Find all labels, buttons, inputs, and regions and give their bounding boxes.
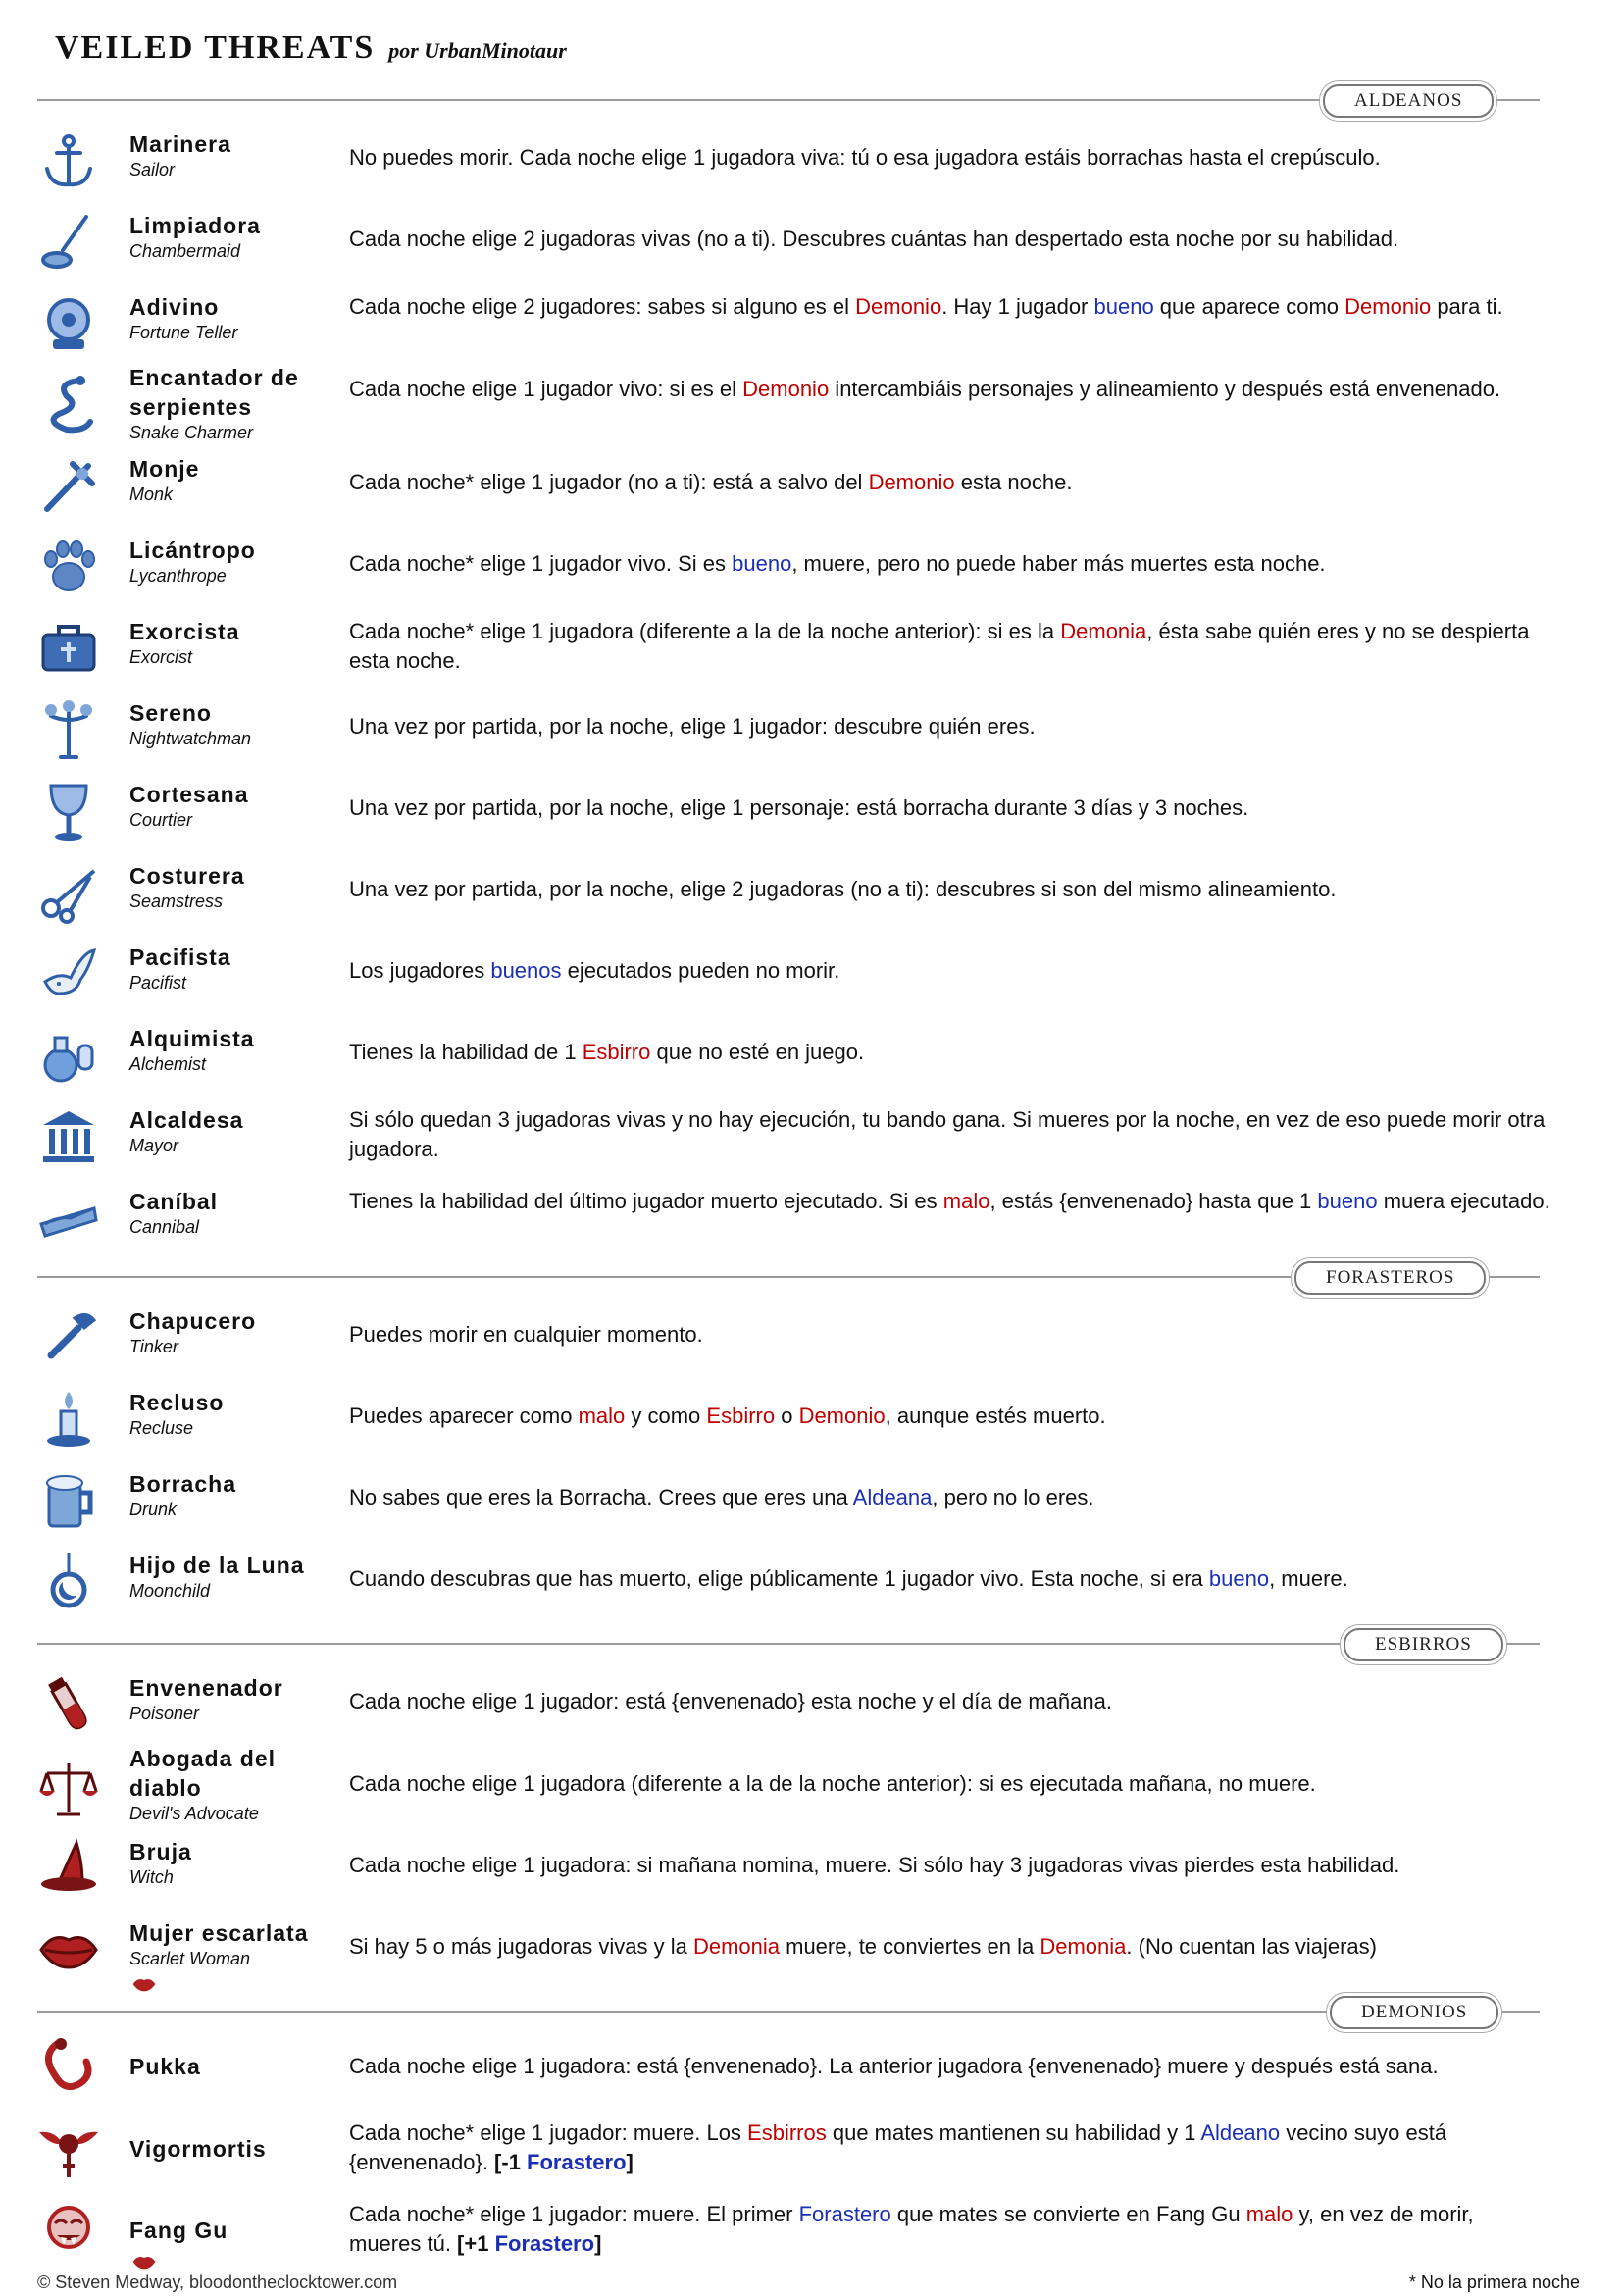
role-ability: Cada noche elige 1 jugadora: está {envenenado}. La anterior jugadora {envenenado} muere y después está sana.: [349, 2054, 1439, 2078]
role-ability: Una vez por partida, por la noche, elige 1 personaje: está borracha durante 3 días y 3 noches.: [349, 795, 1249, 820]
role-ability: Cada noche elige 1 jugador: está {envenenado} esta noche y el día de mañana.: [349, 1689, 1112, 1713]
role-names: [129, 1837, 316, 1888]
setup-modifier: [+1 Forastero]: [457, 2231, 602, 2256]
role-ability: Cada noche elige 1 jugadora (diferente a la de la noche anterior): si es ejecutada mañana, no muere.: [349, 1771, 1316, 1796]
section-tag-demons: DEMONIOS: [1330, 1996, 1498, 2029]
crystal-ball-icon: [37, 292, 100, 355]
role-names: [129, 780, 316, 831]
section-tag-townsfolk: ALDEANOS: [1323, 84, 1494, 118]
role-names: [129, 363, 316, 443]
role-names: [129, 861, 316, 912]
moon-pendant-icon: [37, 1551, 100, 1613]
keyword-demon: Demonio: [855, 294, 942, 319]
setup-modifier: [-1 Forastero]: [494, 2150, 634, 2174]
role-name: Envenenador: [129, 1675, 283, 1701]
role-names: [129, 292, 316, 343]
role-name: Caníbal: [129, 1189, 219, 1214]
role-name-english: Snake Charmer: [129, 423, 254, 442]
keyword-good: bueno: [1317, 1189, 1378, 1213]
footer-copyright: © Steven Medway, bloodontheclocktower.com: [37, 2272, 398, 2292]
candle-icon: [37, 1388, 100, 1451]
role-name: Cortesana: [129, 782, 249, 807]
role-name-english: Pacifist: [129, 973, 187, 993]
role-name: Pacifista: [129, 944, 231, 970]
role-ability: No puedes morir. Cada noche elige 1 jugadora viva: tú o esa jugadora estáis borrachas hasta el crepúsculo.: [349, 145, 1381, 170]
paw-icon: [37, 536, 100, 598]
role-ability: Puedes aparecer como malo y como Esbirro o Demonio, aunque estés muerto.: [349, 1403, 1106, 1428]
role-name-english: Drunk: [129, 1500, 178, 1519]
role-name-english: Lycanthrope: [129, 566, 227, 586]
keyword-demon: Demonia: [1060, 619, 1147, 643]
potion-icon: [37, 1024, 100, 1087]
anchor-icon: [37, 129, 100, 192]
role-ability: Cada noche* elige 1 jugador vivo. Si es bueno, muere, pero no puede haber más muertes esta noche.: [349, 551, 1326, 576]
role-name: Alcaldesa: [129, 1107, 244, 1133]
role-name-english: Fortune Teller: [129, 323, 238, 342]
snake-icon: [37, 373, 100, 435]
keyword-demon: Demonio: [798, 1403, 886, 1428]
keyword-townsfolk: Aldeana: [852, 1485, 933, 1509]
role-name-english: Courtier: [129, 810, 193, 830]
role-names: [129, 2036, 316, 2081]
role-ability: Cada noche* elige 1 jugador: muere. El primer Forastero que mates se convierte en Fang Gu malo y, en vez de morir, mueres tú. [+1 Forastero]: [349, 2202, 1474, 2256]
role-name: Limpiadora: [129, 213, 261, 238]
footer-first-night-note: * No la primera noche: [1408, 2272, 1580, 2292]
role-name-english: Poisoner: [129, 1704, 200, 1723]
role-name: Mujer escarlata: [129, 1920, 309, 1946]
role-name-english: Alchemist: [129, 1054, 207, 1074]
role-ability: Una vez por partida, por la noche, elige 1 jugador: descubre quién eres.: [349, 714, 1036, 739]
section-divider: [37, 99, 1540, 101]
role-ability: Puedes morir en cualquier momento.: [349, 1322, 703, 1347]
role-name: Costurera: [129, 863, 245, 889]
role-names: [129, 129, 316, 180]
role-name-english: Chambermaid: [129, 241, 241, 261]
role-names: [129, 2118, 316, 2164]
role-ability: Cada noche elige 2 jugadoras vivas (no a ti). Descubres cuántas han despertado esta noche por su habilidad.: [349, 227, 1399, 251]
role-names: [129, 211, 316, 262]
town-hall-icon: [37, 1105, 100, 1168]
role-name: Fang Gu: [129, 2218, 228, 2243]
role-names: [129, 1187, 316, 1238]
role-ability: Cada noche elige 1 jugador vivo: si es el Demonio intercambiáis personajes y alineamiento y después está envenenado.: [349, 377, 1501, 401]
role-ability: Cada noche elige 1 jugadora: si mañana nomina, muere. Si sólo hay 3 jugadoras vivas pierdes esta habilidad.: [349, 1853, 1400, 1877]
role-name: Bruja: [129, 1839, 192, 1864]
lips-icon: [37, 1918, 100, 1981]
role-names: [129, 1673, 316, 1724]
role-name-english: Tinker: [129, 1337, 178, 1356]
role-name: Exorcista: [129, 619, 240, 644]
role-names: [129, 1918, 316, 1969]
role-name-english: Seamstress: [129, 892, 224, 911]
role-name-english: Recluse: [129, 1418, 194, 1438]
role-name: Abogada del diablo: [129, 1746, 277, 1801]
role-ability: Cada noche* elige 1 jugador (no a ti): está a salvo del Demonio esta noche.: [349, 470, 1073, 494]
role-names: [129, 1306, 316, 1357]
keyword-demon: Demonia: [692, 1934, 780, 1959]
wrench-icon: [37, 1306, 100, 1369]
role-name-english: Moonchild: [129, 1581, 211, 1601]
role-name-english: Scarlet Woman: [129, 1949, 251, 1968]
role-ability: Cada noche elige 2 jugadores: sabes si alguno es el Demonio. Hay 1 jugador bueno que aparece como Demonio para ti.: [349, 294, 1503, 319]
keyword-good: bueno: [1208, 1566, 1270, 1591]
scales-icon: [37, 1758, 100, 1820]
role-names: [129, 2200, 316, 2245]
vial-icon: [37, 1673, 100, 1736]
role-ability: Los jugadores buenos ejecutados pueden no morir.: [349, 958, 840, 983]
role-name: Chapucero: [129, 1308, 257, 1334]
keyword-evil: malo: [1245, 2202, 1293, 2226]
role-name: Encantador de serpientes: [129, 365, 299, 420]
section-divider: [37, 2011, 1540, 2013]
script-author: por UrbanMinotaur: [388, 38, 567, 63]
beer-mug-icon: [37, 1469, 100, 1532]
role-name: Pukka: [129, 2054, 201, 2079]
role-name-english: Exorcist: [129, 647, 193, 667]
role-names: [129, 1469, 316, 1520]
role-name: Adivino: [129, 294, 220, 320]
keyword-minion: Esbirro: [582, 1040, 651, 1064]
role-ability: Si hay 5 o más jugadoras vivas y la Demonia muere, te conviertes en la Demonia. (No cuentan las viajeras): [349, 1934, 1377, 1959]
section-divider: [37, 1643, 1540, 1645]
keyword-good: bueno: [1093, 294, 1154, 319]
role-ability: Si sólo quedan 3 jugadoras vivas y no hay ejecución, tu bando gana. Si mueres por la noche, en vez de eso puede morir otra jugadora.: [349, 1107, 1546, 1161]
role-name-english: Devil's Advocate: [129, 1804, 259, 1823]
role-name-english: Mayor: [129, 1136, 179, 1155]
cross-staff-icon: [37, 454, 100, 517]
pie-icon: [37, 1187, 100, 1250]
role-ability: Cada noche* elige 1 jugadora (diferente a la de la noche anterior): si es la Demonia, ésta sabe quién eres y no se despierta esta noche.: [349, 619, 1530, 673]
keyword-demon: Demonio: [742, 377, 830, 401]
role-ability: No sabes que eres la Borracha. Crees que eres una Aldeana, pero no lo eres.: [349, 1485, 1094, 1509]
role-name: Marinera: [129, 131, 231, 157]
role-name: Recluso: [129, 1390, 225, 1415]
role-names: [129, 1105, 316, 1156]
header: [55, 29, 567, 67]
keyword-evil: malo: [578, 1403, 626, 1428]
role-names: [129, 1024, 316, 1075]
role-name-english: Cannibal: [129, 1217, 200, 1237]
jinx-lips-icon: [131, 1971, 157, 1997]
mop-icon: [37, 211, 100, 274]
role-name: Licántropo: [129, 537, 256, 563]
role-names: [129, 617, 316, 668]
scissors-icon: [37, 861, 100, 924]
serpent-icon: [37, 2036, 100, 2099]
role-name: Sereno: [129, 700, 212, 726]
keyword-good: buenos: [490, 958, 562, 983]
dove-icon: [37, 943, 100, 1005]
role-names: [129, 943, 316, 994]
role-ability: Tienes la habilidad del último jugador muerto ejecutado. Si es malo, estás {envenenado} hasta que 1 bueno muera ejecutado.: [349, 1189, 1550, 1213]
keyword-good: bueno: [732, 551, 792, 576]
role-names: [129, 454, 316, 505]
keyword-outsider: Forastero: [798, 2202, 891, 2226]
role-name: Hijo de la Luna: [129, 1553, 305, 1578]
briefcase-icon: [37, 617, 100, 680]
role-names: [129, 1551, 316, 1602]
role-ability: Cuando descubras que has muerto, elige públicamente 1 jugador vivo. Esta noche, si era bueno, muere.: [349, 1566, 1348, 1591]
keyword-demon: Demonio: [1344, 294, 1432, 319]
role-name: Vigormortis: [129, 2136, 267, 2162]
keyword-minion: Esbirros: [747, 2120, 827, 2145]
keyword-demon: Demonio: [868, 470, 955, 494]
witch-hat-icon: [37, 1837, 100, 1900]
role-names: [129, 536, 316, 587]
keyword-demon: Demonia: [1040, 1934, 1127, 1959]
role-names: [129, 1744, 316, 1824]
keyword-townsfolk: Aldeano: [1200, 2120, 1281, 2145]
role-names: [129, 1388, 316, 1439]
script-title: VEILED THREATS: [55, 29, 376, 66]
role-name-english: Sailor: [129, 160, 176, 179]
section-tag-minions: ESBIRROS: [1344, 1628, 1503, 1661]
role-name-english: Nightwatchman: [129, 729, 252, 748]
role-name: Monje: [129, 456, 200, 482]
goblet-icon: [37, 780, 100, 842]
role-name: Alquimista: [129, 1026, 255, 1051]
role-ability: Una vez por partida, por la noche, elige 2 jugadoras (no a ti): descubres si son del mismo alineamiento.: [349, 877, 1337, 901]
role-name-english: Witch: [129, 1867, 174, 1887]
fanged-face-icon: [37, 2200, 100, 2263]
keyword-minion: Esbirro: [706, 1403, 776, 1428]
keyword-evil: malo: [942, 1189, 990, 1213]
role-names: [129, 698, 316, 749]
lamppost-icon: [37, 698, 100, 761]
jinx-lips-icon: [131, 2249, 157, 2274]
role-ability: Tienes la habilidad de 1 Esbirro que no esté en juego.: [349, 1040, 865, 1064]
role-name: Borracha: [129, 1471, 236, 1497]
role-name-english: Monk: [129, 485, 174, 504]
role-ability: Cada noche* elige 1 jugador: muere. Los Esbirros que mates mantienen su habilidad y 1 Aldeano vecino suyo está {envenenado}. [-1 Forastero]: [349, 2120, 1447, 2174]
section-tag-outsiders: FORASTEROS: [1294, 1261, 1486, 1295]
winged-skull-icon: [37, 2118, 100, 2181]
